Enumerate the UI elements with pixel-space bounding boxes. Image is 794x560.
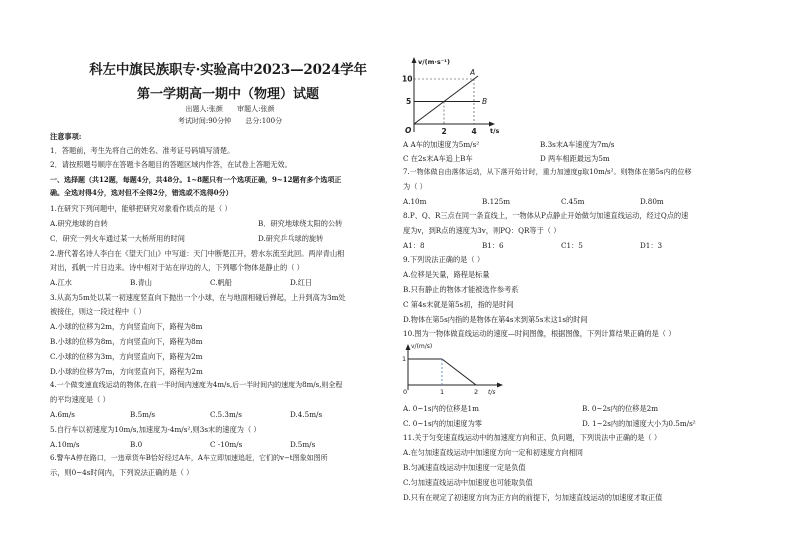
q5-option-a: A.10m/s [50,440,80,449]
q11-option-c: C.匀加速直线运动中加速度也可能取负值 [403,478,533,487]
q2-option-b: B.青山 [130,278,152,287]
exam-time: 考试时间:90分钟 [177,117,232,125]
q8-line-1: 8.P、Q、R三点在同一条直线上，一物体从P点静止开始做匀加速直线运动，经过Q点的速 [403,211,689,220]
q2-option-c: C.帆船 [210,278,232,287]
meta-authors [110,104,350,114]
q5-option-b: B.0 [130,440,143,449]
q8-option-d: D1：3 [640,241,663,250]
q6-option-b: B.3s末A车速度为7m/s [540,140,615,149]
q3-option-a: A.小球的位移为2m，方向竖直向下，路程为8m [50,322,203,331]
graph2-y-label: v/(m/s) [411,343,433,350]
q6-option-d: D 两车相距最远为5m [540,154,610,163]
q5-option-c: C -10m/s [210,440,243,449]
q11-option-a: A.在匀加速直线运动中加速度方向一定和初速度方向相同 [403,448,583,457]
exam-subtitle: 第一学期高一期中（物理）试题 [136,87,319,102]
q6-option-c: C 在2s末A车追上B车 [403,154,473,163]
vt-graph-q6 [400,54,510,138]
q5-line-1: 5.自行车以初速度为10m/s,加速度为-4m/s²,则3s末的速度为（ ） [50,425,261,434]
q3-line-2: 被接住，则这一段过程中（ ） [50,307,146,316]
q7-option-d: D.80m [640,197,664,206]
graph2-origin: 0 [403,388,408,396]
vt-graph-q10 [400,340,510,400]
q3-option-b: B.小球的位移为8m，方向竖直向下，路程为8m [50,337,203,346]
q10-option-c: C. 0~1s内的加速度为零 [403,419,482,428]
graph1-line-a [414,76,478,124]
q2-option-d: D.红日 [290,278,313,287]
q9-option-a: A.位移是矢量，路程是标量 [403,270,490,279]
q1-option-b: B．研究地球绕太阳的公转 [258,219,343,228]
q1-option-c: C．研究一列火车通过某一大桥所用的时间 [50,234,185,243]
q4-option-a: A.6m/s [50,410,75,419]
q10-stem: 10.图为一物体做直线运动的速度—时间图像，根据图像，下列计算结果正确的是（ ） [403,329,676,338]
graph1-y-label: v/(m·s⁻¹) [418,58,450,66]
q1-option-d: D.研究乒乓球的旋转 [258,234,324,243]
q7-option-a: A.10m [403,197,427,206]
exam-title: 科左中旗民族职专·实验高中2023—2024学年 [89,62,367,78]
q4-option-d: D.4.5m/s [290,410,323,419]
graph2-segment-slope [442,359,476,385]
q9-stem: 9.下列说法正确的是（ ） [403,255,485,264]
notice-item-1: 1．答题前，考生先将自己的姓名、准考证号码填写清楚。 [50,146,235,155]
q10-option-b: B. 0~2s内的位移是2m [582,404,659,413]
q2-line-1: 2.唐代著名诗人李白在《望天门山》中写道：天门中断楚江开，碧水东流至此回。两岸青山相 [50,249,345,258]
q8-option-a: A1：8 [403,241,425,250]
notice-heading: 注意事项: [50,132,82,141]
graph2-y-arrow [406,344,411,350]
q10-option-d: D. 1~2s内的加速度大小为0.5m/s² [582,419,696,428]
q7-option-c: C.45m [561,197,585,206]
graph2-y-tick-1: 1 [402,355,407,363]
graph2-x-label: t/s [488,389,496,396]
q4-line-2: 的平均速度是（ ） [50,395,110,404]
graph1-origin: O [405,126,412,135]
q7-line-1: 7.一物体做自由落体运动，从下落开始计时，重力加速度g取10m/s²。则物体在第5s内的位移 [403,168,692,176]
graph1-label-a: A [470,68,476,77]
q2-line-2: 对出，孤帆一片日边来。诗中相对于站在岸边的人，下列哪个物体是静止的（ ） [50,263,304,272]
q4-line-1: 4.一个做变速直线运动的物体,在前一半时间内速度为4m/s,后一半时间内的速度为8m/s,则全程 [50,381,343,389]
q1-stem: 1.在研究下列问题中，能够把研究对象看作质点的是（ ） [50,204,232,213]
graph2-x-tick-1: 1 [440,388,445,396]
q8-option-c: C1：5 [561,241,583,250]
section-heading-1: 一、选择题（共12题，每题4分，共48分。1~8题只有一个选项正确，9~12题有多个选项正 [50,175,342,184]
q8-line-2: 度为v，到R点的速度为3v，则PQ：QR等于（ ） [403,226,561,235]
q6-line-2: 示，则0~4s时间内，下列说法正确的是（ ） [50,468,194,477]
q6-option-a: A A车的加速度为5m/s² [403,140,480,149]
author: 出题人:张颜 [185,105,223,113]
q9-option-d: D.物体在第5s内指的是物体在第4s末到第5s末这1s的时间 [403,315,588,324]
meta-time-score [110,116,350,126]
reviewer: 审题人:张颜 [237,105,275,113]
q7-line-2: 为（ ） [403,182,427,191]
total-score: 总分:100分 [245,117,283,125]
q4-option-b: B.5m/s [130,410,156,419]
graph1-x-arrow [489,122,495,127]
q9-option-c: C 第4s末就是第5s初，指的是时间 [403,300,514,309]
q11-option-d: D.只有在规定了初速度方向为正方向的前提下，匀加速直线运动的加速度才取正值 [403,493,663,502]
q8-option-b: B1：6 [482,241,504,250]
q7-option-b: B.125m [482,197,511,206]
q3-option-d: D.小球的位移为7m，方向竖直向下，路程为2m [50,367,203,376]
graph1-y-tick-10: 10 [402,74,413,84]
graph1-y-arrow [412,57,417,63]
graph1-y-tick-5: 5 [406,97,412,106]
graph1-x-label: t/s [490,127,500,135]
graph2-x-tick-2: 2 [474,388,479,396]
notice-item-2: 2．请按照题号顺序在答题卡各题目的答题区域内作答，在试卷上答题无效。 [50,160,292,169]
q11-stem: 11.关于匀变速直线运动中的加速度方向和正、负问题，下列说法中正确的是（ ） [403,433,662,442]
q1-option-a: A.研究地球的自转 [50,219,108,228]
graph1-label-b: B [482,97,488,106]
q5-option-d: D.5m/s [290,440,316,449]
graph2-x-arrow [497,383,503,388]
q6-line-1: 6.警车A停在路口，一违章货车B恰好经过A车，A车立即加速追赶，它们的v−t图象如图所 [50,454,328,462]
q3-line-1: 3.从高为5m处以某一初速度竖直向下抛出一个小球，在与地面相碰后弹起，上升到高为3m处 [50,293,346,302]
graph1-x-tick-2: 2 [441,127,447,136]
q2-option-a: A.江水 [50,278,72,287]
q3-option-c: C.小球的位移为3m，方向竖直向下，路程为2m [50,352,203,361]
section-heading-2: 确。全选对得4分，选对但不全得2分，错选或不选得0分） [50,188,233,197]
q10-option-a: A. 0~1s内的位移是1m [403,404,479,413]
q11-option-b: B.匀减速直线运动中加速度一定是负值 [403,463,526,472]
q9-option-b: B.只有静止的物体才能被选作参考系 [403,285,519,294]
q4-option-c: C.5.3m/s [210,410,242,419]
graph1-x-tick-4: 4 [471,127,477,136]
